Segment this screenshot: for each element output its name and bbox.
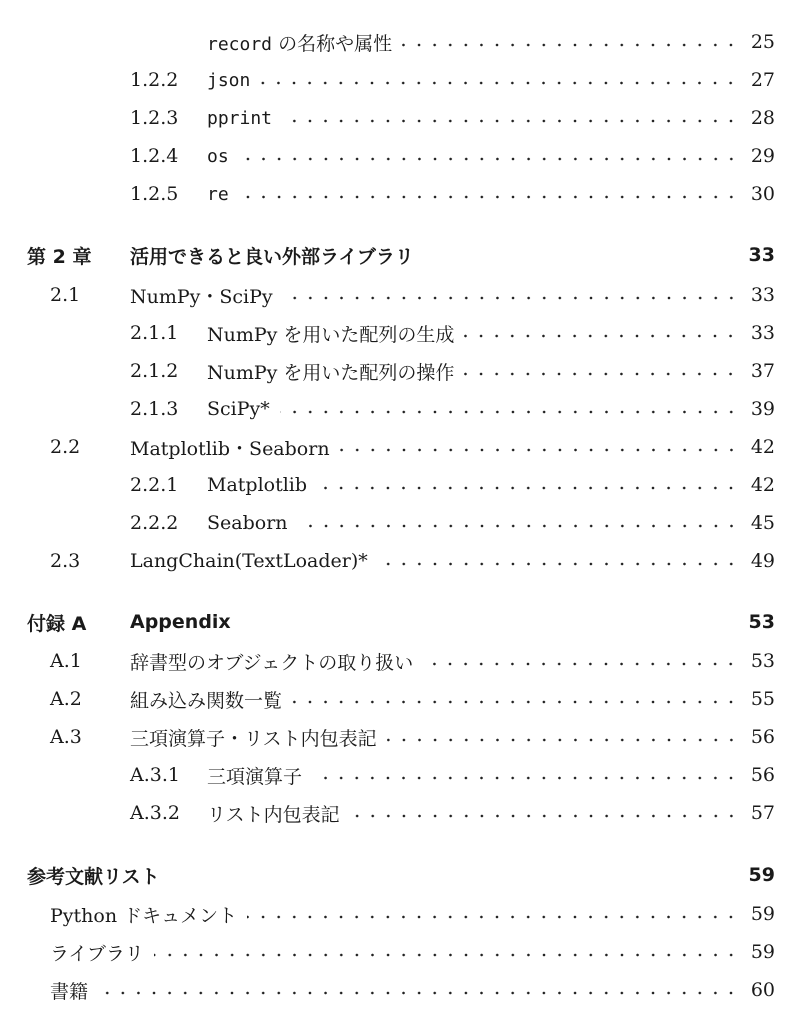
entry-title: [130, 611, 231, 633]
toc-entry[interactable]: [0, 798, 807, 828]
entry-title: [207, 29, 392, 56]
entry-number: 2.2.1: [130, 474, 179, 496]
entry-number: A.2: [50, 688, 82, 710]
entry-title-text: 三項演算子・リスト内包表記: [130, 727, 377, 750]
entry-title: [207, 800, 340, 827]
entry-code-name: pprint: [207, 108, 273, 129]
entry-number: 1.2.2: [130, 69, 179, 91]
toc-entry[interactable]: [0, 760, 807, 790]
toc-entry[interactable]: [0, 899, 807, 929]
entry-title-text: リスト内包表記: [207, 803, 340, 826]
entry-title: [207, 512, 288, 534]
entry-title-text: NumPy を用いた配列の生成: [207, 323, 455, 346]
toc-entry[interactable]: [0, 508, 807, 538]
entry-title: [207, 762, 302, 789]
entry-title: [27, 862, 160, 889]
entry-title: [207, 107, 272, 129]
page-number: 59: [750, 941, 775, 963]
entry-title-text: NumPy を用いた配列の操作: [207, 361, 455, 384]
entry-title: [50, 939, 144, 966]
entry-number: 2.1: [50, 284, 81, 306]
dot-leader: [298, 522, 739, 530]
toc-entry[interactable]: [0, 141, 807, 171]
entry-title: [207, 69, 250, 91]
dot-leader: [423, 660, 739, 668]
entry-code-name: os: [207, 146, 229, 167]
page-number: 39: [750, 398, 775, 420]
toc-chapter-entry[interactable]: [0, 240, 807, 270]
dot-leader: [247, 913, 739, 921]
page-number: 60: [750, 979, 775, 1001]
entry-number: 第 2 章: [27, 245, 92, 268]
entry-number: A.3.2: [130, 802, 180, 824]
entry-number: A.3.1: [130, 764, 180, 786]
dot-leader: [387, 736, 739, 744]
entry-title: [207, 320, 454, 347]
entry-number: 2.3: [50, 550, 81, 572]
page-number: 53: [750, 650, 775, 672]
entry-number: 1.2.4: [130, 145, 179, 167]
entry-code-name: record: [207, 33, 273, 55]
entry-number: 2.1.3: [130, 398, 179, 420]
entry-title-text: 参考文献リスト: [27, 865, 160, 888]
entry-number: 2.1.1: [130, 322, 179, 344]
entry-title-text: 活用できると良い外部ライブラリ: [130, 245, 414, 268]
page-number: 49: [750, 550, 775, 572]
toc-entry[interactable]: [0, 937, 807, 967]
dot-leader: [402, 41, 739, 49]
entry-title-text: NumPy・SciPy: [130, 285, 273, 308]
toc-entry[interactable]: [0, 27, 807, 57]
entry-title-text: LangChain(TextLoader)*: [130, 550, 368, 572]
entry-title-text: ライブラリ: [50, 942, 144, 965]
entry-title-text: Appendix: [130, 611, 231, 633]
toc-entry[interactable]: [0, 103, 807, 133]
entry-title-text: の名称や属性: [272, 32, 393, 55]
entry-title: [130, 282, 273, 309]
entry-title-text: 組み込み関数一覧: [130, 689, 283, 712]
toc-entry[interactable]: [0, 722, 807, 752]
page-number: 45: [750, 512, 775, 534]
dot-leader: [260, 79, 738, 87]
entry-code-name: re: [207, 184, 229, 205]
entry-title: [130, 242, 414, 269]
dot-leader: [154, 951, 739, 959]
page-number: 53: [748, 611, 775, 633]
toc-entry[interactable]: [0, 318, 807, 348]
entry-title: [130, 550, 368, 572]
entry-title-text: Matplotlib・Seaborn: [130, 437, 330, 460]
entry-code-name: json: [207, 70, 251, 91]
page-number: 56: [750, 764, 775, 786]
toc-chapter-entry[interactable]: [0, 860, 807, 890]
page-number: 42: [750, 474, 775, 496]
dot-leader: [350, 812, 739, 820]
dot-leader: [239, 193, 739, 201]
entry-title: [130, 434, 330, 461]
entry-title: [130, 686, 282, 713]
entry-title: [50, 901, 237, 928]
page-number: 33: [750, 284, 775, 306]
toc-entry[interactable]: [0, 65, 807, 95]
toc-entry[interactable]: [0, 546, 807, 576]
entry-number: 1.2.5: [130, 183, 179, 205]
page-number: 56: [750, 726, 775, 748]
entry-number: 2.2.2: [130, 512, 179, 534]
page-number: 27: [750, 69, 775, 91]
dot-leader: [317, 484, 739, 492]
entry-title-text: 辞書型のオブジェクトの取り扱い: [130, 651, 414, 674]
entry-title: [207, 398, 270, 420]
entry-title-text: 書籍: [50, 980, 89, 1003]
page-number: 59: [748, 864, 775, 886]
entry-title: [130, 648, 413, 675]
toc-entry[interactable]: [0, 356, 807, 386]
entry-title: [130, 724, 377, 751]
entry-number: 2.1.2: [130, 360, 179, 382]
dot-leader: [283, 294, 739, 302]
page-number: 42: [750, 436, 775, 458]
dot-leader: [282, 117, 739, 125]
toc-entry[interactable]: [0, 432, 807, 462]
entry-number: A.1: [50, 650, 82, 672]
dot-leader: [98, 989, 739, 997]
entry-number: 1.2.3: [130, 107, 179, 129]
page-number: 57: [750, 802, 775, 824]
entry-title-text: SciPy*: [207, 398, 270, 420]
toc-chapter-entry[interactable]: [0, 607, 807, 637]
entry-title-text: 三項演算子: [207, 765, 303, 788]
page-number: 30: [750, 183, 775, 205]
dot-leader: [464, 370, 738, 378]
entry-title: [50, 977, 88, 1004]
toc-entry[interactable]: [0, 280, 807, 310]
page-number: 29: [750, 145, 775, 167]
page-number: 25: [750, 31, 775, 53]
entry-number: 付録 A: [27, 612, 87, 635]
entry-number: 2.2: [50, 436, 81, 458]
page-number: 55: [750, 688, 775, 710]
entry-title: [207, 145, 229, 167]
entry-title: [207, 183, 229, 205]
page-number: 28: [750, 107, 775, 129]
dot-leader: [292, 698, 739, 706]
page-number: 33: [748, 244, 775, 266]
page-number: 59: [750, 903, 775, 925]
dot-leader: [340, 446, 739, 454]
entry-title-text: Matplotlib: [207, 474, 308, 496]
entry-title-text: Seaborn: [207, 512, 288, 534]
toc-entry[interactable]: [0, 646, 807, 676]
page-number: 37: [750, 360, 775, 382]
dot-leader: [280, 408, 739, 416]
entry-number: A.3: [50, 726, 82, 748]
entry-title: [207, 358, 454, 385]
toc-entry[interactable]: [0, 179, 807, 209]
entry-title-text: Python ドキュメント: [50, 904, 238, 927]
dot-leader: [464, 332, 738, 340]
dot-leader: [378, 560, 739, 568]
dot-leader: [312, 774, 739, 782]
entry-title: [207, 474, 307, 496]
dot-leader: [239, 155, 739, 163]
toc-entry[interactable]: [0, 394, 807, 424]
page-number: 33: [750, 322, 775, 344]
toc-entry[interactable]: [0, 975, 807, 1005]
toc-entry[interactable]: [0, 684, 807, 714]
toc-entry[interactable]: [0, 470, 807, 500]
